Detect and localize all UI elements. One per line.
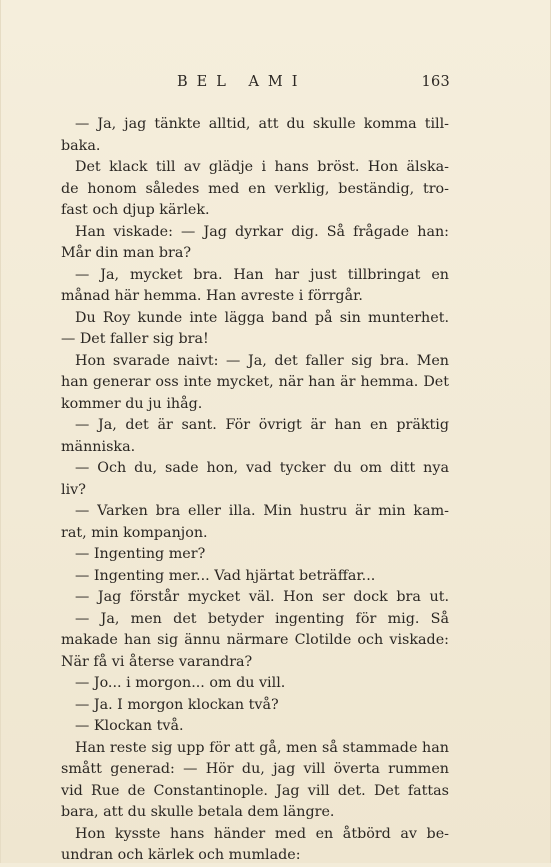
text-line: — Ingenting mer? <box>75 546 206 562</box>
text-line: — Varken bra eller illa. Min hustru är min kam- <box>75 503 449 519</box>
page-number: 163 <box>421 74 450 90</box>
text-line: — Jag förstår mycket väl. Hon ser dock bra ut. <box>75 589 449 605</box>
text-line: smått generad: — Hör du, jag vill överta rummen <box>61 761 449 777</box>
text-line: — Ja. I morgon klockan två? <box>75 696 279 713</box>
text-line: Hon kysste hans händer med en åtbörd av be- <box>75 825 449 842</box>
text-line: undran och kärlek och mumlade: <box>61 847 301 863</box>
text-line: — Ingenting mer... Vad hjärtat beträffar... <box>75 567 376 584</box>
text-line: månad här hemma. Han avreste i förrgår. <box>61 288 363 304</box>
text-line: Han viskade: — Jag dyrkar dig. Så frågade han: <box>75 223 449 240</box>
text-line: makade han sig ännu närmare Clotilde och viskade: <box>61 632 449 648</box>
text-line: vid Rue de Constantinople. Jag vill det. Det fattas <box>61 782 449 799</box>
text-line: — Ja, mycket bra. Han har just tillbringat en <box>75 266 449 283</box>
text-line: rat, min kompanjon. <box>61 524 208 541</box>
text-line: — Jo... i morgon... om du vill. <box>75 675 286 691</box>
text-line: — Klockan två. <box>75 718 184 734</box>
text-line: kommer du ju ihåg. <box>61 395 203 412</box>
text-line: baka. <box>61 137 101 154</box>
text-line: — Ja, jag tänkte alltid, att du skulle komma till- <box>75 116 449 132</box>
text-line: Hon svarade naivt: — Ja, det faller sig bra. Men <box>75 352 449 369</box>
text-line: När få vi återse varandra? <box>61 653 253 670</box>
text-line: Mår din man bra? <box>61 245 192 261</box>
text-line: han generar oss inte mycket, när han är hemma. Det <box>61 374 449 390</box>
text-line: fast och djup kärlek. <box>61 202 210 218</box>
text-line: Du Roy kunde inte lägga band på sin munterhet. <box>75 309 449 326</box>
text-line: Han reste sig upp för att gå, men så stammade han <box>75 739 449 756</box>
text-line: de honom således med en verklig, beständig, tro- <box>61 180 449 197</box>
running-head <box>61 74 455 96</box>
text-line: — Ja, det är sant. För övrigt är han en präktig <box>75 417 449 433</box>
running-title: BEL AMI <box>177 74 307 90</box>
text-line: — Och du, sade hon, vad tycker du om ditt nya <box>75 460 449 476</box>
text-line: liv? <box>61 481 86 498</box>
text-line: bara, att du skulle betala dem längre. <box>61 804 335 820</box>
text-line: — Det faller sig bra! <box>61 331 209 347</box>
body-text <box>61 114 449 867</box>
text-line: Det klack till av glädje i hans bröst. Hon älska- <box>75 159 449 175</box>
text-line: människa. <box>61 438 136 455</box>
text-line: — Ja, men det betyder ingenting för mig. Så <box>75 610 449 627</box>
